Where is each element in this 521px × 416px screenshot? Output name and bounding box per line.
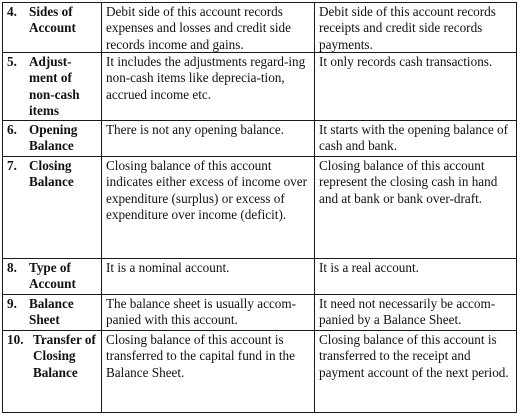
table-row-opening-balance bbox=[3, 121, 516, 157]
feature-label: Adjust-ment of non-cash items bbox=[29, 54, 80, 119]
feature-label: Closing Balance bbox=[29, 158, 74, 190]
feature-cell bbox=[3, 53, 102, 120]
first-account-text: Closing balance of this account is transferred to the capital fund in the Balance Sheet. bbox=[106, 332, 295, 380]
first-account-cell bbox=[102, 331, 315, 412]
table-row-closing-balance bbox=[3, 157, 516, 259]
second-account-text: Debit side of this account records receipts and credit side records payments. bbox=[319, 4, 496, 52]
table-row-sides-of-account bbox=[3, 3, 516, 53]
second-account-cell bbox=[315, 331, 516, 412]
second-account-text: It is a real account. bbox=[319, 260, 419, 275]
second-account-text: Closing balance of this account is transferred to the receipt and payment account of the next period. bbox=[319, 332, 509, 380]
table-row-type-of-account bbox=[3, 259, 516, 295]
first-account-text: It includes the adjustments regard-ing non-cash items like deprecia-tion, accrued income etc. bbox=[106, 54, 306, 102]
feature-label: Opening Balance bbox=[29, 122, 78, 154]
first-account-text: There is not any opening balance. bbox=[106, 122, 284, 137]
table-row-balance-sheet bbox=[3, 295, 516, 331]
first-account-cell bbox=[102, 3, 315, 52]
feature-cell bbox=[3, 331, 102, 412]
second-account-cell bbox=[315, 295, 516, 330]
first-account-text: Debit side of this account records expenses and losses and credit side records income and gains. bbox=[106, 4, 291, 52]
second-account-text: It need not necessarily be accom-panied by a Balance Sheet. bbox=[319, 296, 496, 328]
second-account-cell bbox=[315, 53, 516, 120]
feature-label: Balance Sheet bbox=[29, 296, 74, 328]
row-number: 8. bbox=[7, 260, 17, 275]
first-account-text: Closing balance of this account indicates either excess of income over expenditure (surplus) or excess of expenditure over income (deficit). bbox=[106, 158, 308, 223]
table-row-adjustment-non-cash bbox=[3, 53, 516, 121]
second-account-text: It starts with the opening balance of cash and bank. bbox=[319, 122, 508, 154]
row-number: 9. bbox=[7, 296, 17, 311]
second-account-cell bbox=[315, 121, 516, 156]
feature-cell bbox=[3, 121, 102, 156]
first-account-text: The balance sheet is usually accom-panied with this account. bbox=[106, 296, 297, 328]
comparison-table bbox=[2, 2, 517, 413]
second-account-cell bbox=[315, 3, 516, 52]
row-number: 5. bbox=[7, 54, 17, 69]
row-number: 10. bbox=[7, 332, 24, 347]
first-account-cell bbox=[102, 53, 315, 120]
second-account-cell bbox=[315, 157, 516, 258]
first-account-cell bbox=[102, 157, 315, 258]
second-account-text: Closing balance of this account represent the closing cash in hand and at bank or bank over-draft. bbox=[319, 158, 498, 206]
feature-cell bbox=[3, 259, 102, 294]
first-account-text: It is a nominal account. bbox=[106, 260, 230, 275]
first-account-cell bbox=[102, 295, 315, 330]
feature-cell bbox=[3, 3, 102, 52]
second-account-cell bbox=[315, 259, 516, 294]
row-number: 7. bbox=[7, 158, 17, 173]
row-number: 4. bbox=[7, 4, 17, 19]
first-account-cell bbox=[102, 121, 315, 156]
row-number: 6. bbox=[7, 122, 17, 137]
feature-label: Type of Account bbox=[29, 260, 76, 292]
feature-cell bbox=[3, 157, 102, 258]
feature-label: Sides of Account bbox=[29, 4, 76, 36]
feature-cell bbox=[3, 295, 102, 330]
first-account-cell bbox=[102, 259, 315, 294]
table-row-transfer-closing-balance bbox=[3, 331, 516, 412]
feature-label: Transfer of Closing Balance bbox=[33, 332, 96, 380]
second-account-text: It only records cash transactions. bbox=[319, 54, 493, 69]
